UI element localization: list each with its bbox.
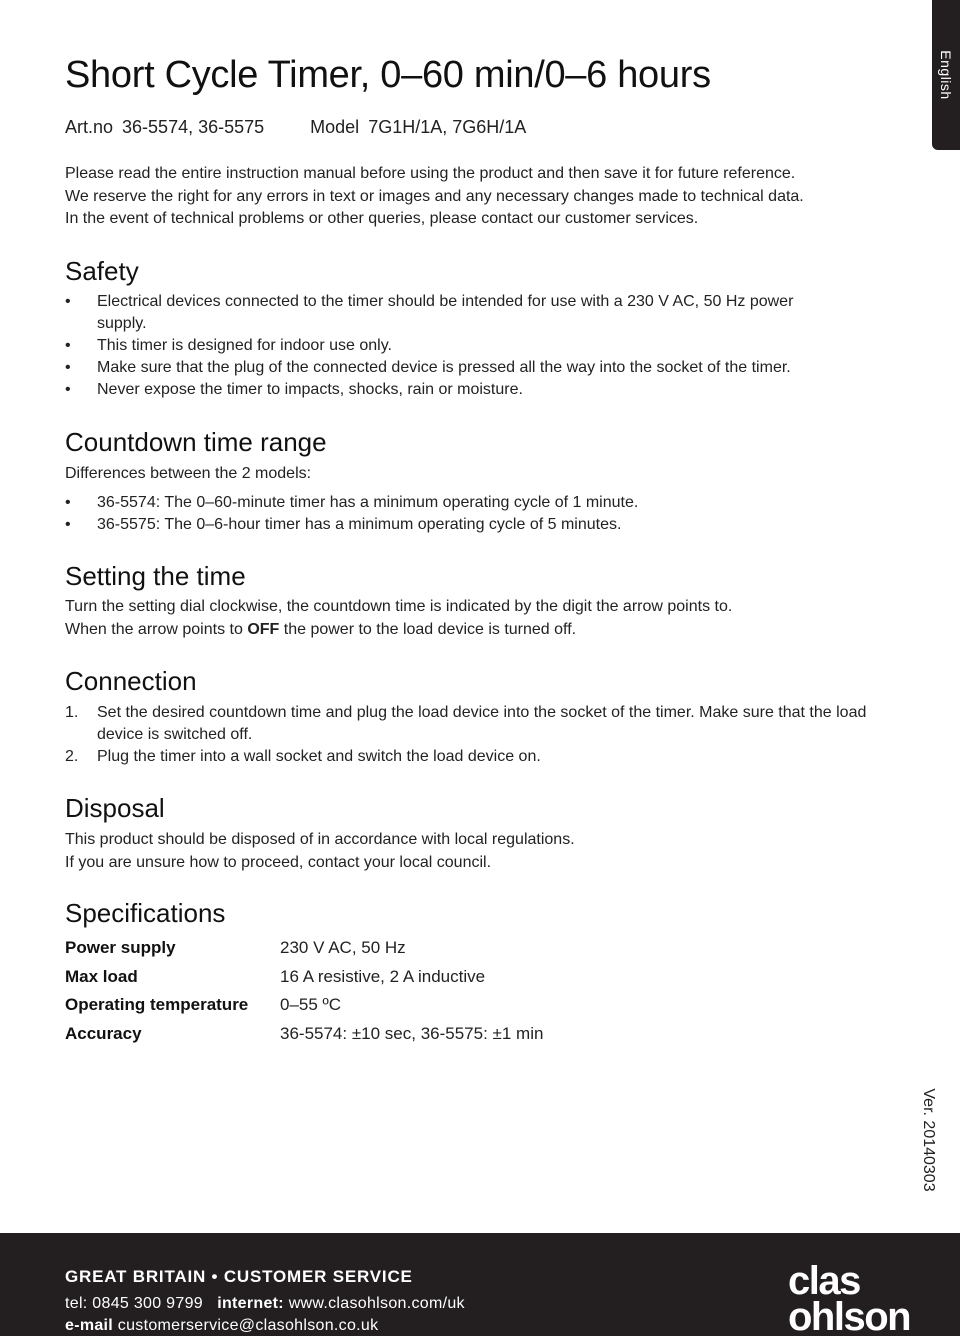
setting-heading: Setting the time <box>65 561 246 591</box>
internet-label: internet: <box>217 1295 284 1312</box>
setting-text <box>65 596 895 641</box>
footer-contact-line <box>65 1295 465 1313</box>
logo-line: ohlson <box>788 1295 911 1339</box>
logo-line: clas <box>788 1259 860 1303</box>
list-item: • 36-5574: The 0–60-minute timer has a minimum operating cycle of 1 minute. <box>65 492 895 514</box>
list-item <box>65 702 895 746</box>
art-no-value: 36-5574, 36-5575 <box>122 117 265 137</box>
list-item: • Make sure that the plug of the connected device is pressed all the way into the socket of the timer. <box>65 357 845 379</box>
tel-label: tel: <box>65 1295 88 1312</box>
spec-label: Max load <box>65 966 138 986</box>
intro-line: In the event of technical problems or other queries, please contact our customer services. <box>65 210 699 227</box>
email-label: e-mail <box>65 1317 114 1334</box>
intro-text <box>65 163 895 231</box>
footer-email-line <box>65 1317 378 1335</box>
model-value: 7G1H/1A, 7G6H/1A <box>368 117 527 137</box>
list-item: • 36-5575: The 0–6-hour timer has a minimum operating cycle of 5 minutes. <box>65 514 895 536</box>
intro-line: We reserve the right for any errors in text or images and any necessary changes made to technical data. <box>65 187 804 205</box>
list-item <box>65 746 895 768</box>
table-row <box>65 963 543 992</box>
page-title: Short Cycle Timer, 0–60 min/0–6 hours <box>65 54 711 96</box>
connection-list <box>65 702 895 768</box>
language-tab[interactable] <box>932 0 960 150</box>
disposal-heading: Disposal <box>65 793 165 823</box>
model-label: Model <box>310 117 360 137</box>
spec-label: Accuracy <box>65 1023 142 1043</box>
spec-value: 0–55 ºC <box>280 995 342 1015</box>
list-item: • Never expose the timer to impacts, shocks, rain or moisture. <box>65 379 845 401</box>
spec-value: 230 V AC, 50 Hz <box>280 938 406 958</box>
specs-table <box>65 934 543 1048</box>
internet-link[interactable]: www.clasohlson.com/uk <box>288 1295 465 1312</box>
list-item: • This timer is designed for indoor use only. <box>65 335 845 357</box>
footer <box>0 1233 960 1339</box>
version-label: Ver. 20140303 <box>920 1088 937 1192</box>
countdown-intro: Differences between the 2 models: <box>65 465 312 482</box>
safety-list <box>65 291 845 401</box>
countdown-list <box>65 492 895 536</box>
footer-heading: GREAT BRITAIN • CUSTOMER SERVICE <box>65 1267 413 1286</box>
table-row <box>65 1020 543 1049</box>
specs-heading: Specifications <box>65 898 226 928</box>
disposal-line: This product should be disposed of in accordance with local regulations. <box>65 831 575 848</box>
clas-ohlson-logo <box>788 1259 911 1339</box>
countdown-heading: Countdown time range <box>65 427 327 457</box>
spec-value: 36-5574: ±10 sec, 36-5575: ±1 min <box>280 1023 544 1043</box>
language-tab-label: English <box>938 50 954 100</box>
step-text: Set the desired countdown time and plug the load device into the socket of the timer. Make sure that the load device is switched off. <box>97 704 867 743</box>
article-model-line <box>65 117 526 138</box>
setting-line-text: When the arrow points to <box>65 620 248 638</box>
spec-label: Power supply <box>65 938 176 958</box>
art-no-label: Art.no <box>65 117 114 137</box>
off-keyword: OFF <box>247 620 280 638</box>
spec-value: 16 A resistive, 2 A inductive <box>280 966 486 986</box>
email-link[interactable]: customerservice@clasohlson.co.uk <box>117 1317 379 1334</box>
list-item: • Electrical devices connected to the timer should be intended for use with a 230 V AC, 50 Hz power supply. <box>65 291 845 335</box>
spec-label: Operating temperature <box>65 995 249 1015</box>
table-row <box>65 934 543 963</box>
step-number: 1. <box>65 704 79 721</box>
setting-line-text: the power to the load device is turned off. <box>279 620 577 638</box>
table-row <box>65 991 543 1020</box>
step-number: 2. <box>65 748 79 765</box>
disposal-line: If you are unsure how to proceed, contact your local council. <box>65 853 492 871</box>
setting-line: Turn the setting dial clockwise, the countdown time is indicated by the digit the arrow points to. <box>65 598 733 615</box>
disposal-text <box>65 829 895 874</box>
connection-heading: Connection <box>65 666 197 696</box>
intro-line: Please read the entire instruction manual before using the product and then save it for future reference. <box>65 165 796 182</box>
tel-value[interactable]: 0845 300 9799 <box>92 1295 203 1312</box>
safety-heading: Safety <box>65 256 139 286</box>
setting-line <box>65 619 895 642</box>
step-text: Plug the timer into a wall socket and switch the load device on. <box>97 748 541 765</box>
